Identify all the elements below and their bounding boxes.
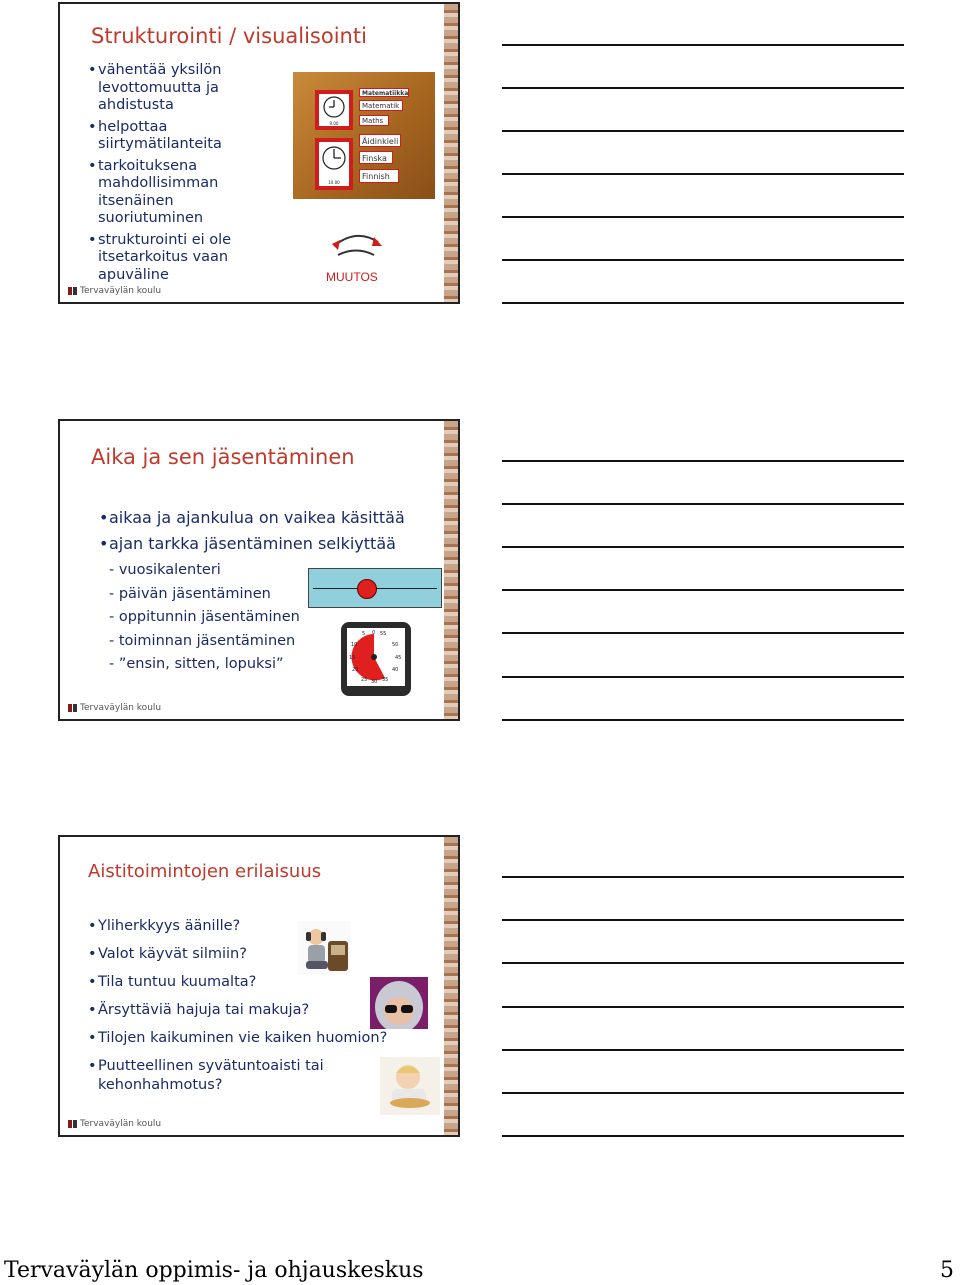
change-label: MUUTOS (326, 270, 378, 284)
page-footer: Tervaväylän oppimis- ja ohjauskeskus (4, 1258, 424, 1283)
clock-time-label: 10.00 (328, 180, 340, 185)
schedule-photo (293, 72, 435, 199)
subject-card: Maths (359, 115, 389, 126)
timer-number: 45 (395, 655, 402, 661)
bullet-item: • Tilojen kaikuminen vie kaiken huomion? (88, 1030, 388, 1046)
dash-item: - toiminnan jäsentäminen (109, 632, 296, 649)
child-eating-image (380, 1057, 440, 1115)
bullet-item: • ajan tarkka jäsentäminen selkiyttää (99, 534, 396, 553)
timeline-marker-icon (357, 579, 377, 599)
school-logo: Tervaväylän koulu (68, 1119, 161, 1129)
slide-title: Strukturointi / visualisointi (91, 24, 367, 48)
timer-number: 30 (371, 679, 378, 685)
slide-title: Aika ja sen jäsentäminen (91, 445, 355, 469)
subject-card: Matematiikka (359, 88, 409, 97)
slide-1 (58, 2, 460, 304)
timer-number: 5 (362, 631, 366, 637)
logo-mark-icon (68, 704, 77, 712)
timer-number: 40 (392, 667, 399, 673)
subject-card: Matematik (359, 100, 403, 111)
hooded-person-image (370, 977, 428, 1029)
bullet-list (88, 917, 398, 1095)
bullet-item: • vähentää yksilön levottomuutta ja ahdistusta (88, 62, 222, 113)
clock-time-label: 9.00 (329, 121, 339, 126)
logo-mark-icon (68, 1120, 77, 1128)
bullet-item: • aikaa ja ajankulua on vaikea käsittää (99, 508, 405, 527)
school-logo: Tervaväylän koulu (68, 286, 161, 296)
dash-item: - ”ensin, sitten, lopuksi” (109, 656, 284, 672)
bullet-list (99, 505, 439, 557)
clock-card (315, 138, 353, 190)
clock-icon (319, 142, 349, 176)
bullet-item: • Ärsyttäviä hajuja tai makuja? (88, 1002, 310, 1018)
dash-item: - vuosikalenteri (109, 562, 221, 578)
bullet-item: • Tila tuntuu kuumalta? (88, 974, 257, 990)
clock-card (315, 90, 353, 130)
bullet-item: • tarkoituksena mahdollisimman itsenäinen suoriutuminen (88, 157, 219, 226)
slide-3 (58, 835, 460, 1137)
subject-card: Finnish (359, 169, 399, 183)
slide-decor-stripe (444, 4, 458, 302)
bullet-item: • helpottaa siirtymätilanteita (88, 118, 222, 152)
subject-card: Finska (359, 151, 393, 164)
timeline-bar (308, 568, 442, 608)
dash-item: - päivän jäsentäminen (109, 585, 271, 602)
timer-number: 20 (352, 667, 359, 673)
school-logo: Tervaväylän koulu (68, 703, 161, 713)
slide-decor-stripe (444, 837, 458, 1135)
change-arrows-icon (328, 228, 384, 258)
slide-title: Aistitoimintojen erilaisuus (88, 861, 322, 882)
bullet-item: • strukturointi ei ole itsetarkoitus vaan apuväline (88, 231, 232, 283)
timer-number: 55 (380, 631, 387, 637)
clock-icon (319, 94, 349, 120)
bullet-item: • Puutteellinen syvätuntoaisti tai kehonhahmotus? (88, 1058, 324, 1093)
subject-card: Äidinkieli (359, 134, 401, 147)
child-headphones-image (298, 921, 350, 975)
timer-number: 35 (382, 677, 389, 683)
bullet-item: • Yliherkkyys äänille? (88, 918, 241, 934)
timer-number: 10 (351, 642, 358, 648)
logo-mark-icon (68, 287, 77, 295)
timer-number: 50 (392, 642, 399, 648)
bullet-list (88, 62, 278, 284)
dash-item: - oppitunnin jäsentäminen (109, 609, 300, 625)
slide-2 (58, 419, 460, 721)
visual-timer-icon (340, 621, 412, 697)
timer-number: 25 (361, 677, 368, 683)
bullet-item: • Valot käyvät silmiin? (88, 946, 247, 962)
timer-number: 0 (372, 630, 376, 636)
timer-number: 15 (349, 655, 356, 661)
dash-list (109, 559, 300, 677)
slide-decor-stripe (444, 421, 458, 719)
page-number: 5 (940, 1258, 954, 1283)
